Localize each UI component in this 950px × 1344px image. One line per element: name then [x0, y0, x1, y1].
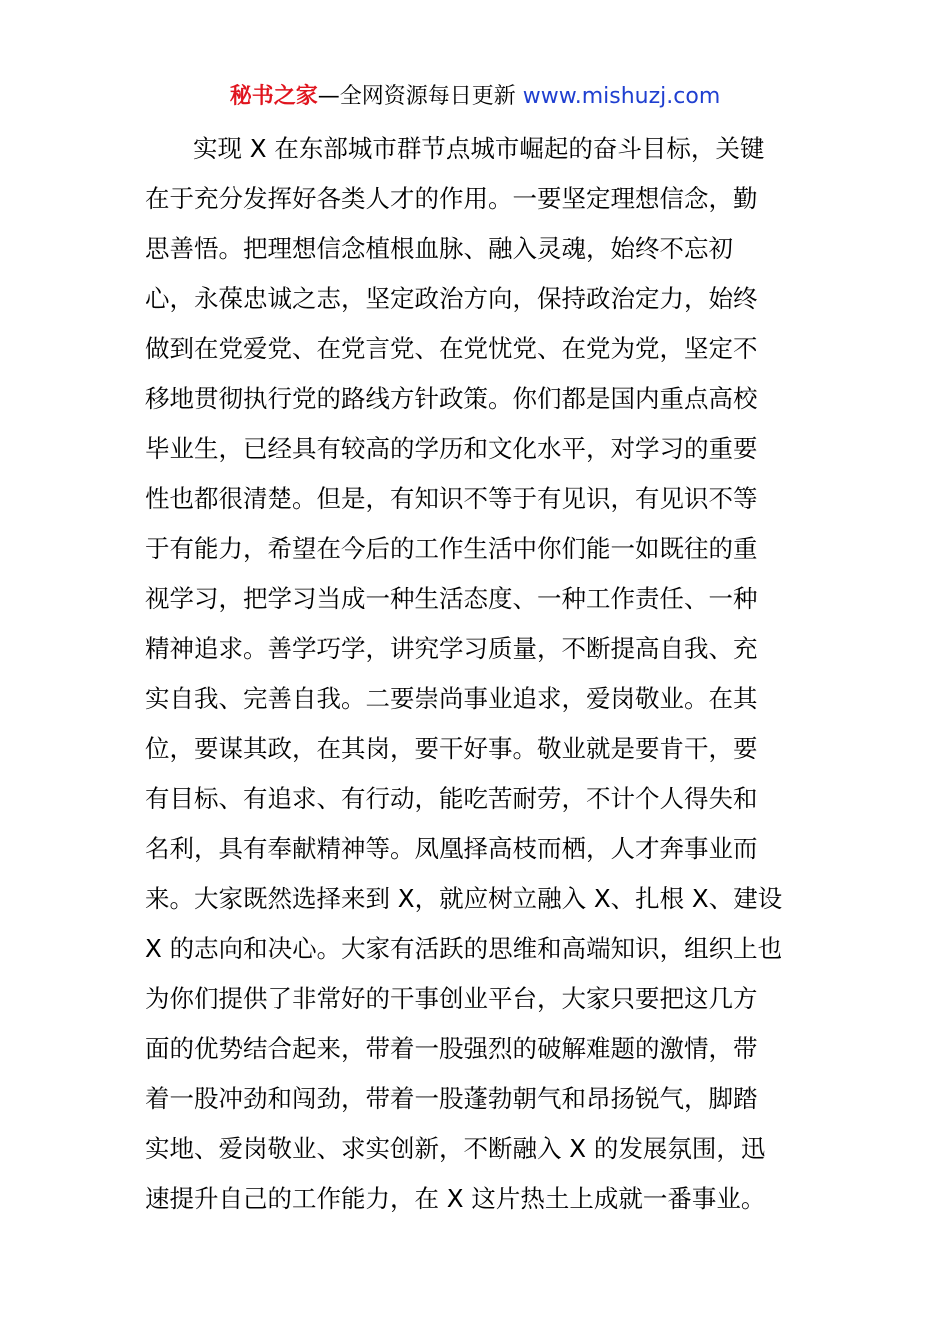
paragraph-line: X 的志向和决心。大家有活跃的思维和高端知识，组织上也	[145, 934, 783, 963]
paragraph-line: 视学习，把学习当成一种生活态度、一种工作责任、一种	[145, 584, 758, 613]
paragraph-line: 实现 X 在东部城市群节点城市崛起的奋斗目标，关键	[193, 134, 765, 163]
document-body	[145, 124, 810, 1224]
paragraph-line: 面的优势结合起来，带着一股强烈的破解难题的激情，带	[145, 1034, 758, 1063]
paragraph-line: 在于充分发挥好各类人才的作用。一要坚定理想信念，勤	[145, 184, 758, 213]
paragraph-line: 实地、爱岗敬业、求实创新，不断融入 X 的发展氛围，迅	[145, 1134, 766, 1163]
paragraph-line: 性也都很清楚。但是，有知识不等于有见识，有见识不等	[145, 484, 758, 513]
paragraph-line: 于有能力，希望在今后的工作生活中你们能一如既往的重	[145, 534, 758, 563]
paragraph-line: 思善悟。把理想信念植根血脉、融入灵魂，始终不忘初	[145, 234, 733, 263]
paragraph-line: 来。大家既然选择来到 X，就应树立融入 X、扎根 X、建设	[145, 884, 783, 913]
paragraph-line: 为你们提供了非常好的干事创业平台，大家只要把这几方	[145, 984, 758, 1013]
paragraph-line: 实自我、完善自我。二要崇尚事业追求，爱岗敬业。在其	[145, 684, 758, 713]
paragraph-line: 速提升自己的工作能力，在 X 这片热土上成就一番事业。	[145, 1184, 766, 1213]
paragraph-line: 移地贯彻执行党的路线方针政策。你们都是国内重点高校	[145, 384, 758, 413]
site-tagline: —全网资源每日更新	[317, 84, 523, 109]
paragraph-line: 毕业生，已经具有较高的学历和文化水平，对学习的重要	[145, 434, 758, 463]
paragraph-line: 心，永葆忠诚之志，坚定政治方向，保持政治定力，始终	[145, 284, 758, 313]
site-brand: 秘书之家	[229, 84, 318, 109]
paragraph-line: 着一股冲劲和闯劲，带着一股蓬勃朝气和昂扬锐气，脚踏	[145, 1084, 758, 1113]
paragraph-line: 名利，具有奉献精神等。凤凰择高枝而栖，人才奔事业而	[145, 834, 758, 863]
site-url[interactable]: www.mishuzj.com	[522, 84, 721, 109]
paragraph-line: 位，要谋其政，在其岗，要干好事。敬业就是要肯干，要	[145, 734, 758, 763]
paragraph-line: 做到在党爱党、在党言党、在党忧党、在党为党，坚定不	[145, 334, 758, 363]
paragraph-line: 有目标、有追求、有行动，能吃苦耐劳，不计个人得失和	[145, 784, 758, 813]
site-header	[0, 80, 950, 114]
paragraph-line: 精神追求。善学巧学，讲究学习质量，不断提高自我、充	[145, 634, 758, 663]
